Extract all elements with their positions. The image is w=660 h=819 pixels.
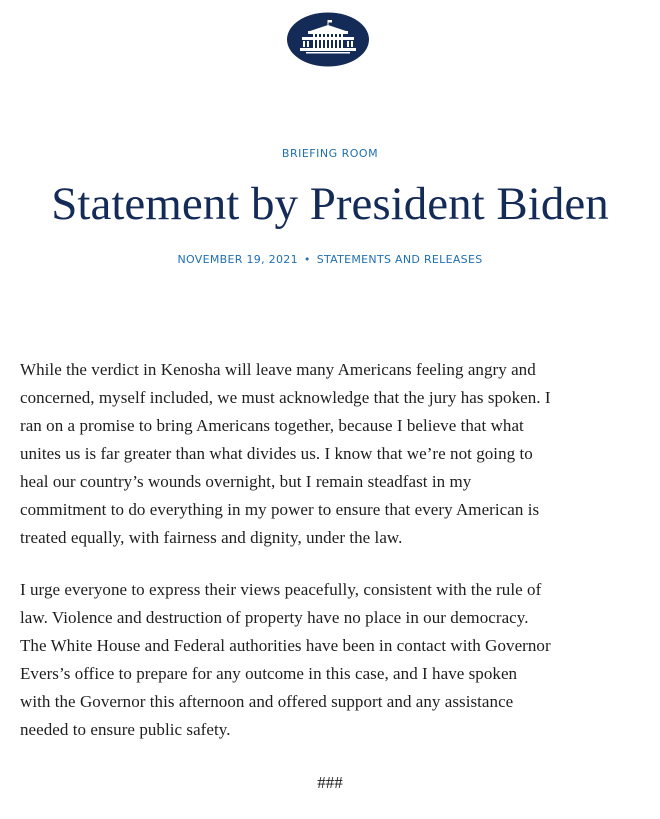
paragraph-line: needed to ensure public safety. [20, 720, 231, 739]
statement-body [20, 356, 640, 768]
briefing-room-link[interactable]: BRIEFING ROOM [281, 147, 379, 160]
paragraph-line: The White House and Federal authorities have been in contact with Governor [20, 636, 551, 655]
category-link[interactable]: STATEMENTS AND RELEASES [316, 253, 483, 266]
paragraph-line: law. Violence and destruction of property have no place in our democracy. [20, 608, 529, 627]
post-date: NOVEMBER 19, 2021 [177, 253, 298, 266]
white-house-seal-icon [286, 12, 370, 67]
paragraph-line: commitment to do everything in my power to ensure that every American is [20, 500, 540, 519]
page-title: Statement by President Biden [51, 178, 609, 230]
paragraph-line: unites us is far greater than what divides us. I know that we’re not going to [20, 444, 533, 463]
paragraph-1 [20, 356, 640, 552]
white-house-logo[interactable] [286, 12, 370, 67]
paragraph-2 [20, 576, 640, 744]
meta-separator: • [303, 253, 311, 266]
end-mark: ### [317, 773, 343, 792]
post-meta [0, 253, 660, 266]
paragraph-line: heal our country’s wounds overnight, but I remain steadfast in my [20, 472, 472, 491]
paragraph-line: with the Governor this afternoon and offered support and any assistance [20, 692, 514, 711]
paragraph-line: treated equally, with fairness and dignity, under the law. [20, 528, 403, 547]
paragraph-line: Evers’s office to prepare for any outcome in this case, and I have spoken [20, 664, 518, 683]
paragraph-line: While the verdict in Kenosha will leave many Americans feeling angry and [20, 360, 536, 379]
paragraph-line: I urge everyone to express their views peacefully, consistent with the rule of [20, 580, 542, 599]
paragraph-line: ran on a promise to bring Americans together, because I believe that what [20, 416, 524, 435]
paragraph-line: concerned, myself included, we must acknowledge that the jury has spoken. I [20, 388, 551, 407]
